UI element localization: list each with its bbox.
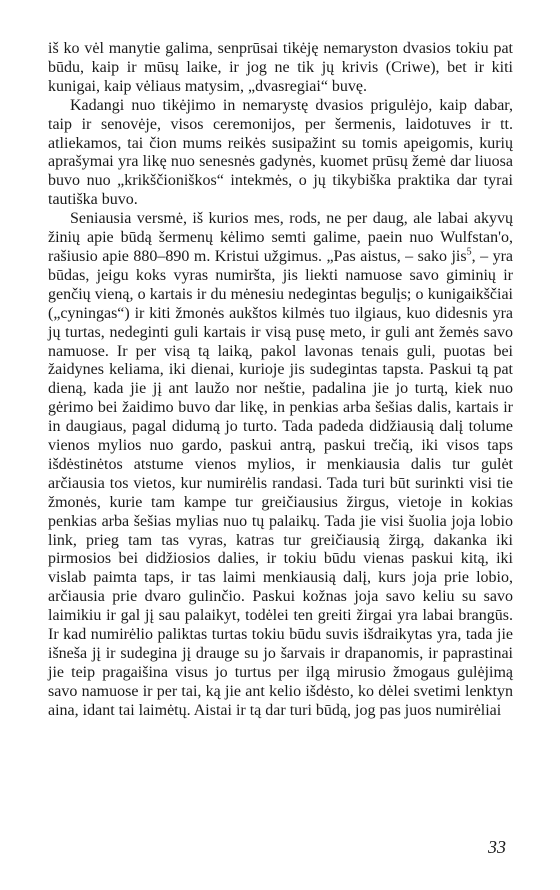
paragraph-wulfstan-text-2: , – yra būdas, jeigu koks vyras numiršta, jis liekti namuose savo giminių ir genčių vieną, o kartais ir du mėnesiu nedegintas begulįs; o kunigaikščiai („cyningas“) ir kiti žmonės aukštos kilmės tuo ilgiaus, kuo didesnis yra jų turtas, nedeginti guli kartais ir visą pusę meto, ir guli ant žemės savo namuose. Ir per visą tą laiką, pakol lavonas tenais guli, puotas bei žaidynes keliama, iki dienai, kurioje jis sudegintas tapsta. Paskui tą pat dieną, kada jie jį ant laužo nor neštie, padalina jie jo turtą, kiek nuo gėrimo bei žaidimo buvo dar likę, in penkias arba šešias dalis, kartais ir in daugiaus, pagal didumą jo turto. Tada padeda didžiausią dalį tolume vienos mylios nuo gardo, paskui antrą, paskui trečią, iki visos taps išdėstinėtos atstume vienos mylios, ir menkiausia dalis tur gulėt arčiausia tos vietos, kur numirėlis randasi. Tada turi būt surinkti visi tie žmonės, kurie tam kampe tur greičiausius žirgus, vietoje in kokias penkias arba šešias mylias nuo tų palaikų. Tada jie visi šuolia joja lobio link, prieg tam tas vyras, katras tur greičiausią žirgą, dakanka iki pirmosios bei didžiosios dalies, ir tokiu būdu vienas paskui kitą, iki vislab paimta taps, ir tas laimi menkiausią dalį, kurs joja prie lobio, arčiausia prie dvaro gulinčio. Paskui kožnas joja savo keliu su savo laimikiu ir gal jį sau palaikyt, todėlei ten greiti žirgai yra labai brangūs. Ir kad numirėlio paliktas turtas tokiu būdu suvis išdraikytas yra, tada jie išneša jį ir sudegina jį drauge su jo šarvais ir drapanomis, ir paprastinai jie teip pragaišina visus jo turtus per ilgą mirusio žmogaus gulėjimą savo namuose ir per tai, ką jie ant kelio išdėsto, ko dėlei svetimi lenktyn aina, idant tai laimėtų. Aistai ir tą dar turi būdą, jog pas juos numirėliai [48,247,513,719]
paragraph-wulfstan-text-1: Seniausia versmė, iš kurios mes, rods, ne per daug, ale labai akyvų žinių apie būdą šermenų kėlimo semti galime, paein nuo Wulfstan'o, rašiusio apie 880–890 m. Kristui užgimus. „Pas aistus, – sako jis [48,210,513,265]
page-number: 33 [488,837,506,857]
footnote-marker: 5 [466,246,472,258]
paragraph-wulfstan [48,210,513,720]
book-page [48,40,513,721]
paragraph-ceremonies: Kadangi nuo tikėjimo in nemarystę dvasios prigulėjo, kaip dabar, taip ir senovėje, visos ceremonijos, per šermenis, laidotuves ir tt. atliekamos, tai čion mums reikės susipažint su tomis apeigomis, kurių aprašymai yra likę nuo senesnės gadynės, kuomet prūsų žemė dar liuosa buvo nuo „krikščioniškos“ intekmės, o jų tikybiška praktika dar tyrai tautiška buvo. [48,96,513,209]
paragraph-continuation: iš ko vėl manytie galima, senprūsai tikėję nemaryston dvasios tokiu pat būdu, kaip ir mūsų laike, ir jog ne tik jų krivis (Criwe), bet ir kiti kunigai, kaip vėliaus matysim, „dvasregiai“ buvę. [48,40,513,95]
